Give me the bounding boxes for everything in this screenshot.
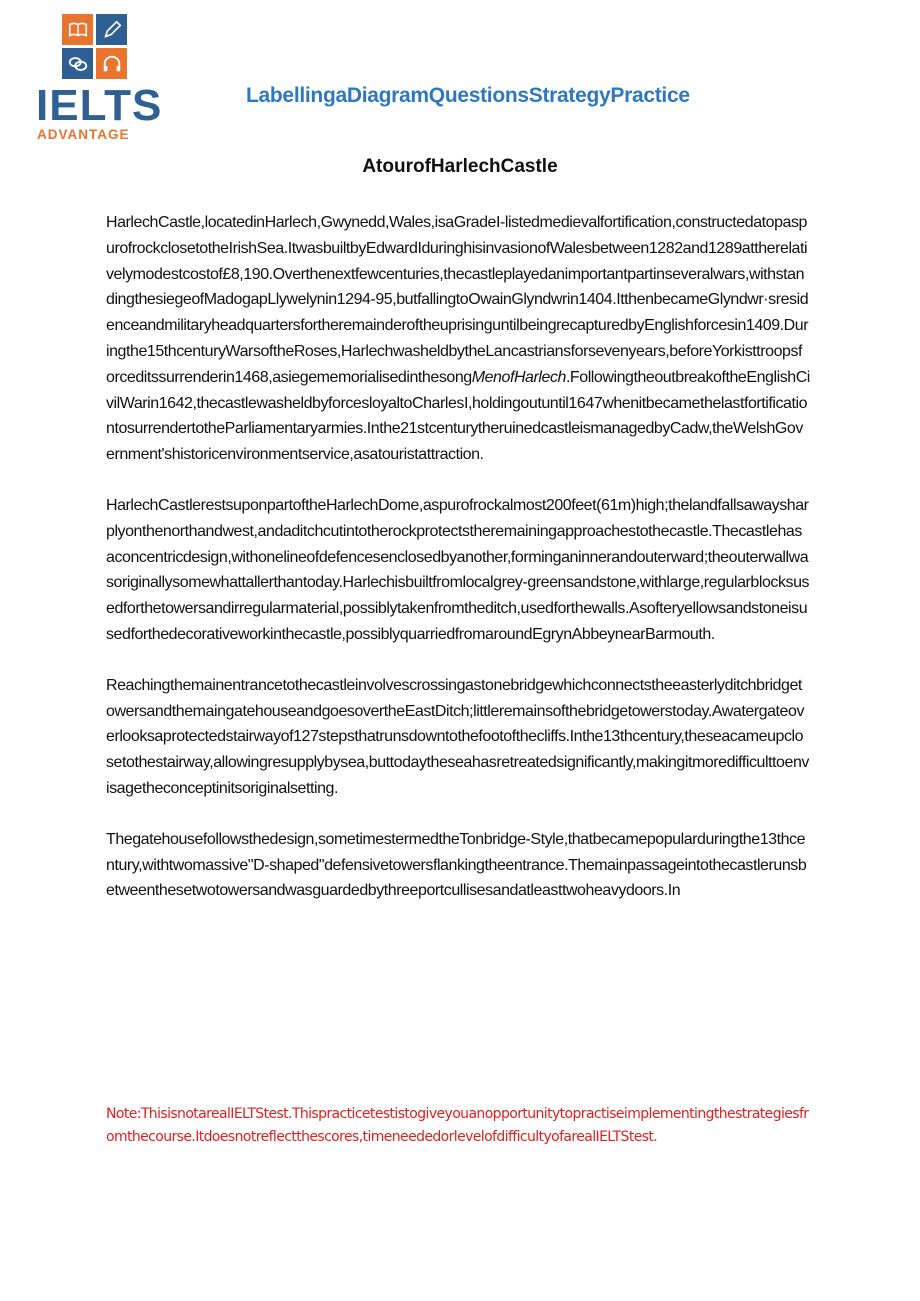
logo-icon-grid xyxy=(62,14,128,80)
page-header-title: LabellingaDiagramQuestionsStrategyPractice xyxy=(246,84,690,107)
book-icon xyxy=(62,14,93,45)
logo-tagline: ADVANTAGE xyxy=(37,127,130,142)
paragraph-history-part2: .FollowingtheoutbreakoftheEnglishCivilWarin1642,thecastlewasheldbyforcesloyaltoCharlesI,holdingoutuntil1647whenitbecamethelastfortificationtosurrendertotheParliamentaryarmies.Inthe21stcenturytheruinedcastleismanagedbyCadw,theWelshGovernment'shistoricenvironmentservice,asatouristattraction. xyxy=(106,368,810,464)
logo-wordmark: IELTS xyxy=(36,81,163,130)
ielts-advantage-logo xyxy=(36,14,166,144)
paragraph-entrance: ReachingthemainentrancetothecastleinvolvescrossingastonebridgewhichconnectstheeasterlyditchbridgetowersandthemaingatehouseandgoesovertheEastDitch;littleremainsofthebridgetowerstoday.Awatergateoverlooksaprotectedstairwayof127stepsthatrunsdowntothefootofthecliffs.Inthe13thcentury,theseacameupclosetothestairway,allowingresupplybysea,buttodaytheseahasretreatedsignificantly,makingitmoredifficulttoenvisagetheconceptinitsoriginalsetting. xyxy=(106,676,809,797)
article-body xyxy=(106,210,810,929)
disclaimer-note: Note:ThisisnotarealIELTStest.Thispracticetestistogiveyouanopportunitytopractiseimplementingthestrategiesfromthecourse.Itdoesnotreflectthescores,timeneededorlevelofdifficultyofarealIELTStest. xyxy=(106,1106,809,1145)
paragraph-history xyxy=(106,210,810,468)
chain-link-icon xyxy=(62,48,93,79)
article-heading: AtourofHarlechCastle xyxy=(362,156,558,177)
paragraph-gatehouse: Thegatehousefollowsthedesign,sometimestermedtheTonbridge-Style,thatbecamepopularduringthe13thcentury,withtwomassive"D-shaped"defensivetowersflankingtheentrance.Themainpassageintothecastlerunsbetweenthesetwotowersandwasguardedbythreeportcullisesandatleasttwoheavydoors.In xyxy=(106,830,807,900)
paragraph-site: HarlechCastlerestsuponpartoftheHarlechDome,aspurofrockalmost200feet(61m)high;thelandfallsawaysharplyonthenorthandwest,andaditchcutintotherockprotectstheremainingapproachestothecastle.Thecastlehasaconcentricdesign,withonelineofdefencesenclosedbyanother,forminganinnerandouterward;theouterwallwasoriginallysomewhattallerthantoday.Harlechisbuiltfromlocalgrey-greensandstone,withlarge,regularblocksusedforthetowersandirregularmaterial,possiblytakenfromtheditch,usedforthewalls.Asofteryellowsandstoneisusedforthedecorativeworkinthecastle,possiblyquarriedfromaroundEgrynAbbeynearBarmouth. xyxy=(106,496,810,643)
song-title: MenofHarlech xyxy=(471,368,566,386)
paragraph-history-part1: HarlechCastle,locatedinHarlech,Gwynedd,Wales,isaGradeI-listedmedievalfortification,constructedatopaspurofrockclosetotheIrishSea.ItwasbuiltbyEdwardIduringhisinvasionofWalesbetween1282and1289attherelativelymodestcostof£8,190.Overthenextfewcenturies,thecastleplayedanimportantpartinseveralwars,withstandingthesiegeofMadogapLlywelynin1294-95,butfallingtoOwainGlyndwrin1404.ItthenbecameGlyndwr·sresidenceandmilitaryheadquartersfortheremainderoftheuprisinguntilbeingrecapturedbyEnglishforcesin1409.Duringthe15thcenturyWarsoftheRoses,HarlechwasheldbytheLancastriansforsevenyears,beforeYorkisttroopsforceditssurrenderin1468,asiegememorialisedinthesong xyxy=(106,214,809,386)
head-headphones-icon xyxy=(96,48,127,79)
pen-icon xyxy=(96,14,127,45)
